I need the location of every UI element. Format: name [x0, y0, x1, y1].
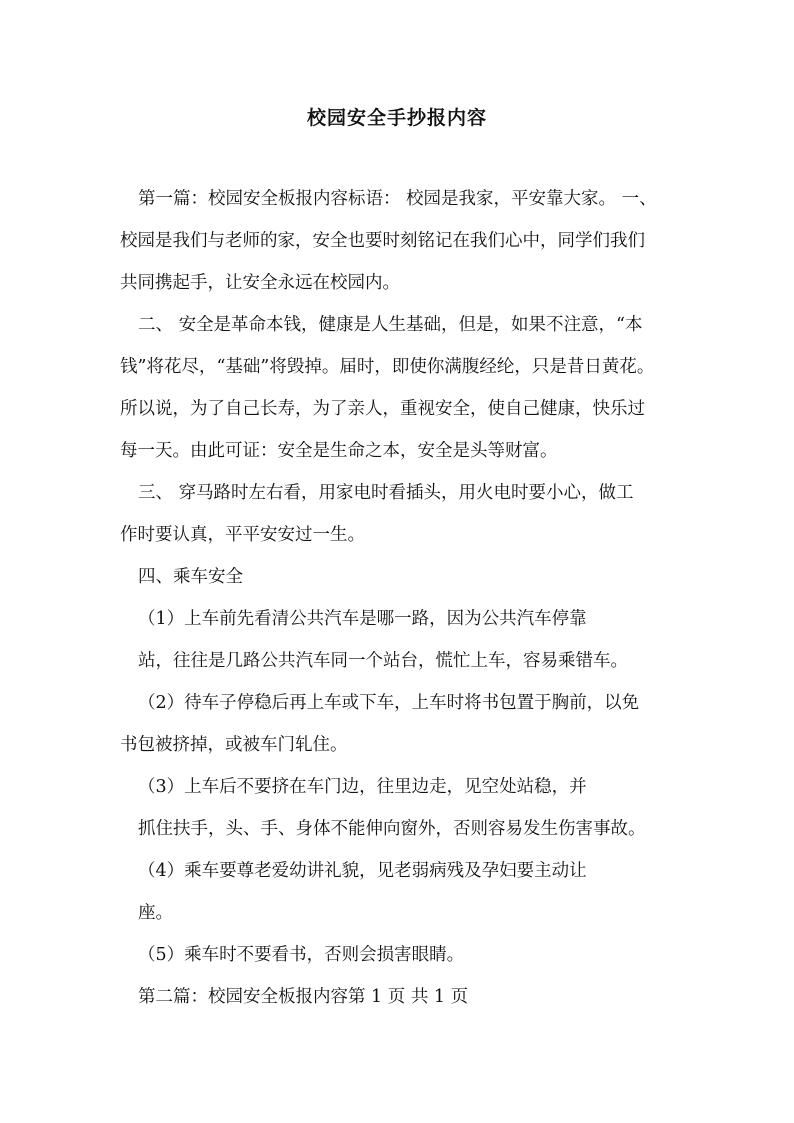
paragraph-line: （5）乘车时不要看书，否则会损害眼睛。 [138, 945, 465, 965]
paragraph-line: 四、乘车安全 [138, 567, 243, 587]
paragraph-line: 钱”将花尽，“基础”将毁掉。届时，即使你满腹经纶，只是昔日黄花。 [120, 357, 655, 377]
paragraph-line: （3）上车后不要挤在车门边，往里边走，见空处站稳，并 [138, 777, 587, 797]
document-title: 校园安全手抄报内容 [306, 107, 487, 129]
paragraph-line: 校园是我们与老师的家，安全也要时刻铭记在我们心中，同学们我们 [120, 231, 645, 251]
paragraph-line: 共同携起手，让安全永远在校园内。 [120, 273, 400, 293]
paragraph-line: 书包被挤掉，或被车门轧住。 [120, 735, 348, 755]
paragraph-line: 站，往往是几路公共汽车同一个站台，慌忙上车，容易乘错车。 [138, 651, 628, 671]
paragraph-line: 二、 安全是革命本钱，健康是人生基础，但是，如果不注意，“本 [138, 315, 643, 335]
paragraph-line: 作时要认真，平平安安过一生。 [120, 525, 365, 545]
paragraph-line: （4）乘车要尊老爱幼讲礼貌，见老弱病残及孕妇要主动让 [138, 861, 587, 881]
paragraph-line: （1）上车前先看清公共汽车是哪一路，因为公共汽车停靠 [138, 609, 587, 629]
paragraph-line: （2）待车子停稳后再上车或下车，上车时将书包置于胸前，以免 [138, 693, 640, 713]
paragraph-line: 抓住扶手，头、手、身体不能伸向窗外，否则容易发生伤害事故。 [138, 819, 646, 839]
paragraph-line: 第一篇：校园安全板报内容标语： 校园是我家，平安靠大家。 一、 [138, 189, 657, 209]
paragraph-line: 座。 [138, 903, 173, 923]
paragraph-line: 每一天。由此可证：安全是生命之本，安全是头等财富。 [120, 441, 558, 461]
paragraph-line: 三、 穿马路时左右看，用家电时看插头，用火电时要小心，做工 [138, 483, 634, 503]
paragraph-line: 所以说，为了自己长寿，为了亲人，重视安全，使自己健康，快乐过 [120, 399, 645, 419]
page-footer-line: 第二篇：校园安全板报内容第 1 页 共 1 页 [138, 987, 469, 1007]
